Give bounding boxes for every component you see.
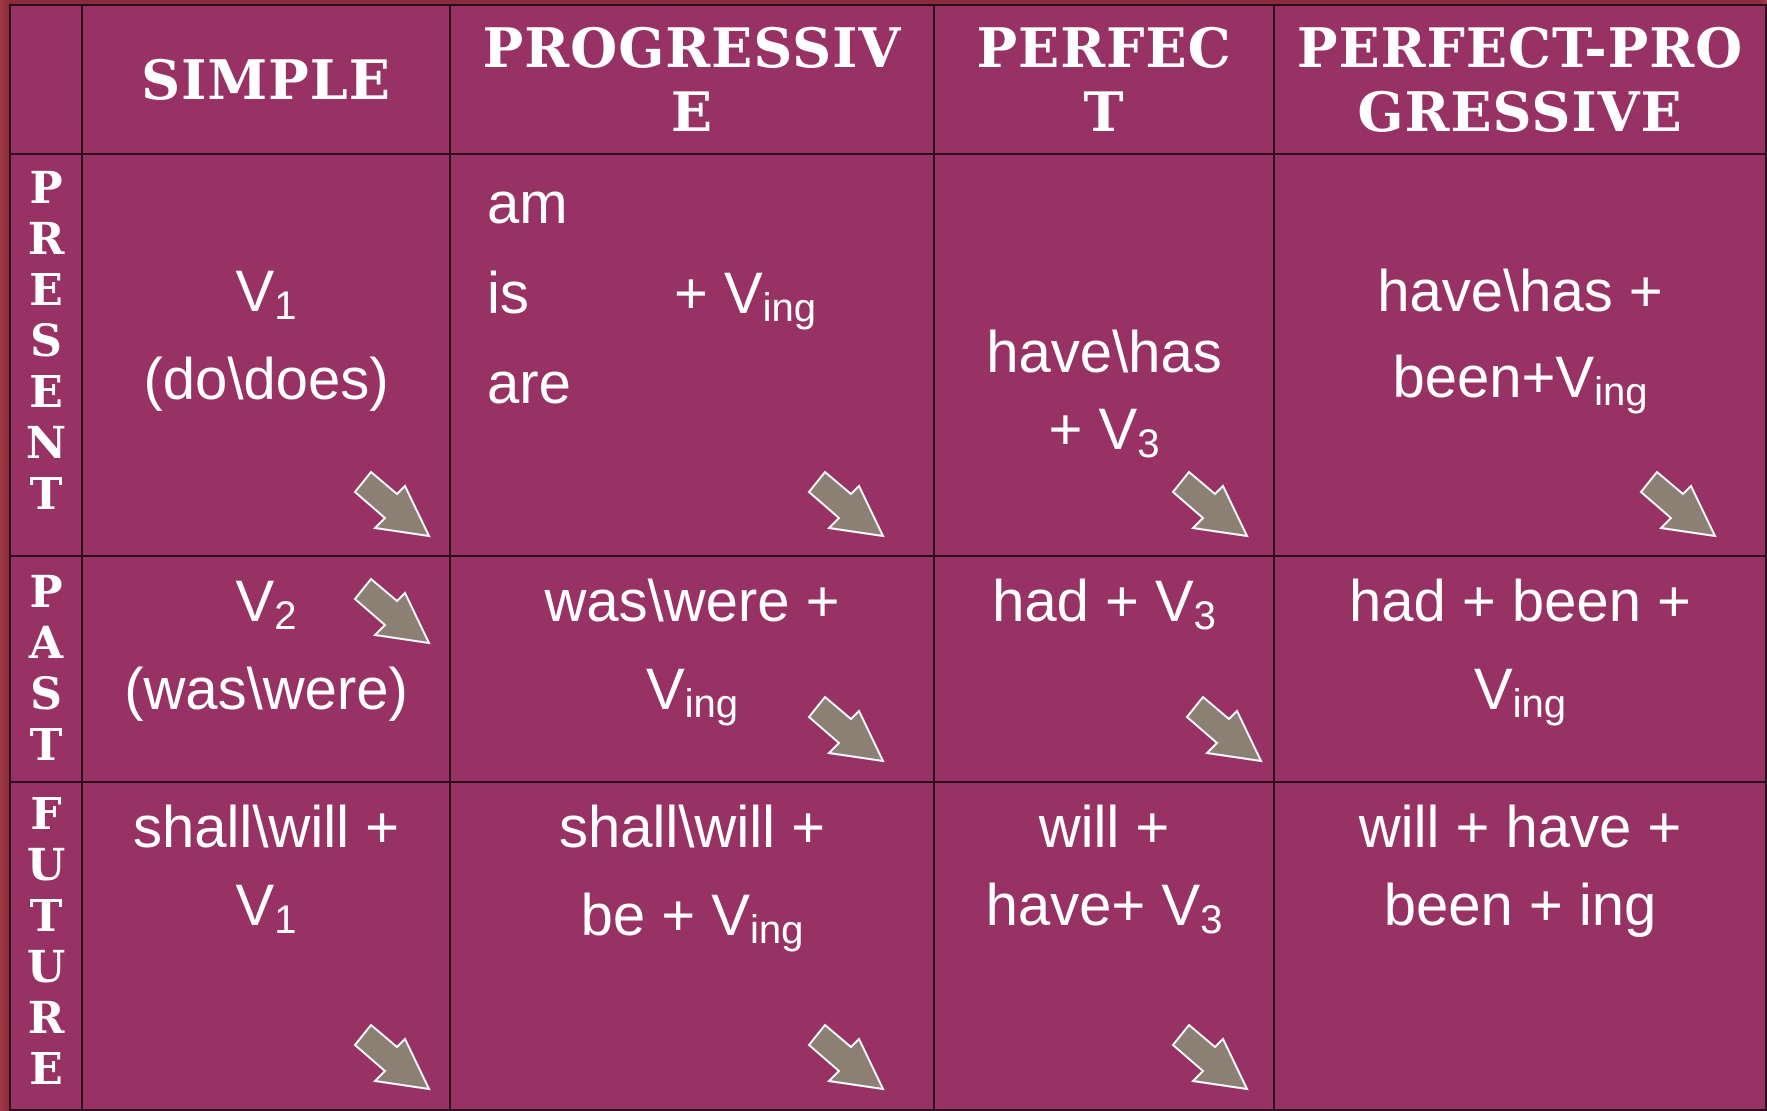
past-simple-line2: (was\were) xyxy=(124,657,408,722)
row-header-letter: R xyxy=(27,993,65,1044)
arrow-down-right-icon xyxy=(1185,695,1265,765)
row-header-past-label xyxy=(29,567,63,771)
column-header-simple xyxy=(81,4,451,155)
cell-future-simple xyxy=(81,781,451,1111)
past-simple-line1: V2 xyxy=(235,569,297,638)
past-perfect-line1: had + V3 xyxy=(992,569,1216,638)
row-header-present xyxy=(9,153,83,557)
present-progressive-is: is xyxy=(487,261,529,326)
column-header-perfect-label: PERFECT xyxy=(976,15,1232,144)
past-perfect-progressive-line2: Ving xyxy=(1473,657,1567,726)
row-header-present-label xyxy=(26,163,66,520)
column-header-progressive-label: PROGRESSIVE xyxy=(482,15,902,144)
present-perfect-progressive-line1: have\has + xyxy=(1377,259,1663,324)
row-header-letter: P xyxy=(29,163,63,214)
present-progressive-are: are xyxy=(487,351,571,416)
future-simple-line1: shall\will + xyxy=(133,795,399,860)
arrow-down-right-icon xyxy=(1171,1023,1251,1093)
row-header-letter: T xyxy=(29,891,63,942)
row-header-letter: S xyxy=(30,669,62,720)
row-header-letter: U xyxy=(26,840,66,891)
present-perfect-progressive-line2: been+Ving xyxy=(1392,345,1648,414)
row-header-letter: E xyxy=(29,1044,63,1095)
arrow-down-right-icon xyxy=(353,470,433,540)
future-progressive-line1: shall\will + xyxy=(559,795,825,860)
cell-past-perfect-progressive xyxy=(1273,555,1767,783)
present-simple-line2: (do\does) xyxy=(143,347,389,412)
past-perfect-progressive-line1: had + been + xyxy=(1349,569,1691,634)
past-progressive-line1: was\were + xyxy=(544,569,840,634)
future-perfect-line1: will + xyxy=(1038,795,1170,860)
arrow-down-right-icon xyxy=(353,577,433,647)
future-simple-line2: V1 xyxy=(235,873,297,942)
row-header-future xyxy=(9,781,83,1111)
column-header-perfect-progressive-label: PERFECT-PROGRESSIVE xyxy=(1296,15,1744,144)
arrow-down-right-icon xyxy=(1171,470,1251,540)
column-header-progressive xyxy=(449,4,935,155)
arrow-down-right-icon xyxy=(807,1023,887,1093)
future-perfect-progressive-line2: been + ing xyxy=(1383,873,1657,938)
row-header-letter: R xyxy=(27,214,65,265)
row-header-future-label xyxy=(27,789,65,1095)
cell-present-perfect xyxy=(933,153,1275,557)
cell-future-progressive xyxy=(449,781,935,1111)
row-header-letter: T xyxy=(29,720,63,771)
row-header-letter: T xyxy=(29,469,63,520)
arrow-down-right-icon xyxy=(807,695,887,765)
present-progressive-suffix: + Ving xyxy=(674,261,817,330)
row-header-letter: P xyxy=(29,567,63,618)
present-perfect-line1: have\has xyxy=(986,320,1222,385)
row-header-letter: E xyxy=(29,367,63,418)
arrow-down-right-icon xyxy=(807,470,887,540)
future-perfect-progressive-line1: will + have + xyxy=(1358,795,1682,860)
cell-past-perfect xyxy=(933,555,1275,783)
column-header-perfect xyxy=(933,4,1275,155)
past-progressive-line2: Ving xyxy=(645,657,739,726)
present-progressive-am: am xyxy=(487,171,568,236)
corner-cell xyxy=(9,4,83,155)
cell-present-simple xyxy=(81,153,451,557)
row-header-letter: F xyxy=(30,789,62,840)
column-header-simple-label: SIMPLE xyxy=(141,47,391,112)
cell-future-perfect xyxy=(933,781,1275,1111)
cell-future-perfect-progressive xyxy=(1273,781,1767,1111)
column-header-perfect-progressive xyxy=(1273,4,1767,155)
arrow-down-right-icon xyxy=(353,1023,433,1093)
future-progressive-line2: be + Ving xyxy=(580,883,804,952)
row-header-letter: U xyxy=(26,942,66,993)
cell-past-simple xyxy=(81,555,451,783)
arrow-down-right-icon xyxy=(1639,470,1719,540)
row-header-letter: N xyxy=(25,418,67,469)
cell-present-progressive xyxy=(449,153,935,557)
cell-past-progressive xyxy=(449,555,935,783)
row-header-letter: S xyxy=(30,316,62,367)
cell-present-perfect-progressive xyxy=(1273,153,1767,557)
row-header-letter: A xyxy=(28,618,64,669)
future-perfect-line2: have+ V3 xyxy=(985,873,1223,942)
present-perfect-line2: + V3 xyxy=(1048,397,1160,466)
row-header-past xyxy=(9,555,83,783)
row-header-letter: E xyxy=(29,265,63,316)
present-simple-line1: V1 xyxy=(235,259,297,328)
